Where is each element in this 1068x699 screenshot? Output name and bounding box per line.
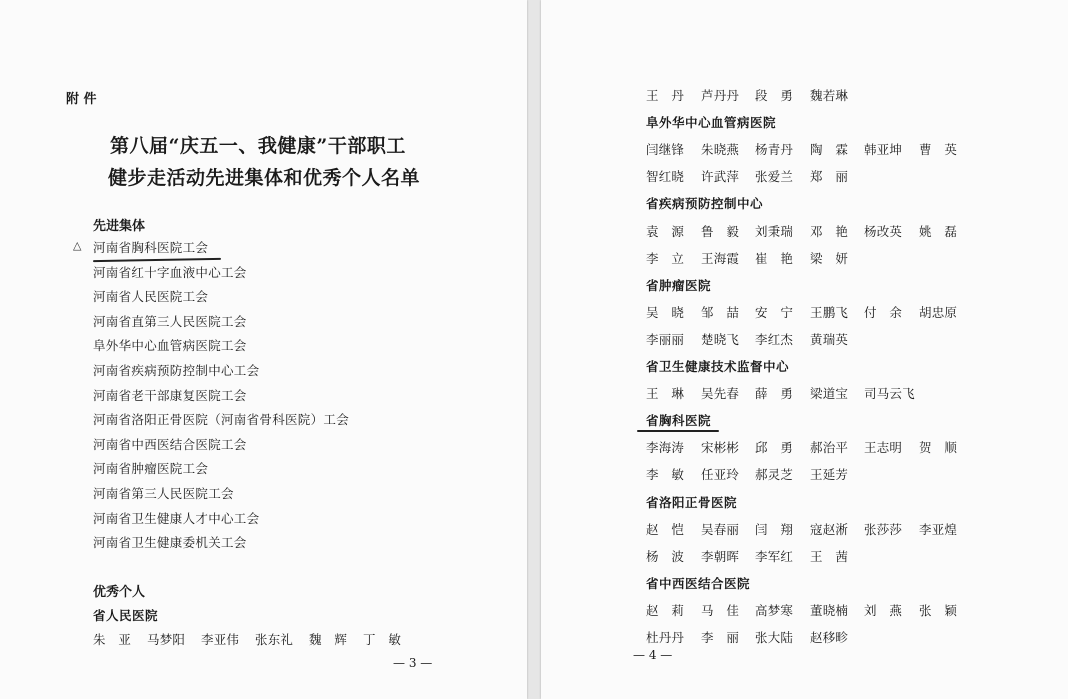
collective-item: 河南省人民医院工会 xyxy=(93,289,209,305)
page-number: — 3 — xyxy=(393,656,433,670)
org-heading: 省胸科医院 xyxy=(646,413,712,429)
person-name: 王志明 xyxy=(864,440,903,456)
collective-item: 河南省卫生健康人才中心工会 xyxy=(93,510,260,526)
person-name: 李海涛 xyxy=(646,440,685,456)
org-heading: 省卫生健康技术监督中心 xyxy=(646,359,790,374)
person-name: 安 宁 xyxy=(755,304,794,320)
person-name: 张 颖 xyxy=(919,602,958,618)
person-name: 杜丹丹 xyxy=(646,630,685,645)
person-name: 丁 敏 xyxy=(363,632,402,647)
person-name: 崔 艳 xyxy=(755,250,794,266)
person-name: 曹 英 xyxy=(919,142,958,158)
person-name: 张爱兰 xyxy=(755,169,794,185)
collective-item: 河南省胸科医院工会 xyxy=(93,240,209,255)
person-name: 黄瑞英 xyxy=(810,331,849,347)
collective-item: 河南省疾病预防控制中心工会 xyxy=(93,363,260,378)
collective-item: 河南省卫生健康委机关工会 xyxy=(93,535,247,551)
collective-item: 河南省直第三人民医院工会 xyxy=(93,313,247,329)
person-name: 赵 莉 xyxy=(646,602,685,618)
person-name: 段 勇 xyxy=(755,88,794,103)
org-heading: 省人民医院 xyxy=(93,608,159,623)
person-name: 李 立 xyxy=(646,250,685,266)
org-heading: 省肿瘤医院 xyxy=(646,277,712,293)
person-name: 闫 翔 xyxy=(755,521,794,537)
person-name: 赵 恺 xyxy=(646,521,685,537)
individual-heading: 优秀个人 xyxy=(93,585,146,600)
handwritten-underline xyxy=(637,430,719,432)
person-name: 郝灵芝 xyxy=(755,467,794,483)
person-name: 薛 勇 xyxy=(755,386,794,402)
person-name: 刘 燕 xyxy=(864,602,903,618)
org-heading: 省中西医结合医院 xyxy=(646,575,751,591)
person-name: 张莎莎 xyxy=(864,521,903,537)
person-name: 楚晓飞 xyxy=(701,331,740,347)
person-name: 李红杰 xyxy=(755,331,794,347)
person-name: 付 余 xyxy=(864,304,903,320)
person-name: 贺 顺 xyxy=(919,440,958,456)
person-name: 闫继锋 xyxy=(646,142,685,158)
person-name: 王 茜 xyxy=(810,548,849,564)
person-name: 李军红 xyxy=(755,548,794,564)
person-name: 邱 勇 xyxy=(755,440,794,456)
person-name: 刘秉瑞 xyxy=(755,223,794,239)
document-page-right xyxy=(541,0,1068,699)
person-name: 李丽丽 xyxy=(646,331,685,347)
collective-item: 河南省红十字血液中心工会 xyxy=(93,264,247,280)
person-name: 李亚伟 xyxy=(201,632,240,647)
person-name: 李亚煌 xyxy=(919,521,958,537)
person-name: 袁 源 xyxy=(646,223,685,239)
page-number: — 4 — xyxy=(633,648,673,662)
person-name: 魏若琳 xyxy=(810,88,849,103)
person-name: 寇赵淅 xyxy=(810,521,849,537)
person-name: 朱晓燕 xyxy=(701,142,740,158)
person-name: 王鹏飞 xyxy=(810,304,849,320)
person-name: 吴 晓 xyxy=(646,304,685,320)
attachment-label: 附 件 xyxy=(66,92,97,107)
person-name: 智红晓 xyxy=(646,169,685,185)
collective-item: 河南省第三人民医院工会 xyxy=(93,486,234,501)
person-name: 朱 亚 xyxy=(93,632,132,647)
person-name: 杨青丹 xyxy=(755,142,794,158)
collective-item: 河南省肿瘤医院工会 xyxy=(93,461,209,477)
org-heading: 阜外华中心血管病医院 xyxy=(646,115,777,131)
person-name: 许武萍 xyxy=(701,169,740,185)
collective-item: 河南省洛阳正骨医院（河南省骨科医院）工会 xyxy=(93,412,350,428)
person-name: 姚 磊 xyxy=(919,223,958,239)
person-name: 魏 辉 xyxy=(309,632,348,647)
person-name: 王延芳 xyxy=(810,467,849,483)
person-name: 郝治平 xyxy=(810,440,849,456)
collective-item: 河南省老干部康复医院工会 xyxy=(93,387,247,403)
handwritten-triangle-mark: △ xyxy=(73,239,82,252)
person-name: 杨 波 xyxy=(646,548,685,564)
collective-item: 阜外华中心血管病医院工会 xyxy=(93,338,247,354)
document-page-left xyxy=(0,0,527,699)
person-name: 陶 霖 xyxy=(810,142,849,158)
person-name: 马梦阳 xyxy=(147,632,186,647)
person-name: 王海霞 xyxy=(701,250,740,266)
person-name: 董晓楠 xyxy=(810,602,849,618)
person-name: 张大陆 xyxy=(755,630,794,645)
collective-item: 河南省中西医结合医院工会 xyxy=(93,436,247,452)
person-name: 宋彬彬 xyxy=(701,440,740,456)
person-name: 芦丹丹 xyxy=(701,88,740,103)
person-name: 马 佳 xyxy=(701,602,740,618)
person-name: 鲁 毅 xyxy=(701,223,740,239)
person-name: 李 丽 xyxy=(701,630,740,645)
person-name: 司马云飞 xyxy=(864,386,915,402)
person-name: 李 敏 xyxy=(646,467,685,483)
person-name: 王 琳 xyxy=(646,386,685,402)
person-name: 高梦寒 xyxy=(755,602,794,618)
person-name: 赵移畛 xyxy=(810,630,849,645)
person-name: 郑 丽 xyxy=(810,169,849,185)
person-name: 王 丹 xyxy=(646,88,685,103)
person-name: 邓 艳 xyxy=(810,223,849,239)
document-title-line-2: 健步走活动先进集体和优秀个人名单 xyxy=(108,167,421,189)
handwritten-underline xyxy=(93,258,221,262)
person-name: 杨改英 xyxy=(864,223,903,239)
person-name: 李朝晖 xyxy=(701,548,740,564)
person-name: 吴春丽 xyxy=(701,521,740,537)
person-name: 胡忠原 xyxy=(919,304,958,320)
person-name: 张东礼 xyxy=(255,632,294,647)
person-name: 韩亚坤 xyxy=(864,142,903,158)
document-title-line-1: 第八届“庆五一、我健康”干部职工 xyxy=(110,135,406,157)
person-name: 梁 妍 xyxy=(810,250,849,266)
person-name: 邹 喆 xyxy=(701,304,740,320)
org-heading: 省洛阳正骨医院 xyxy=(646,494,738,510)
org-heading: 省疾病预防控制中心 xyxy=(646,196,764,212)
person-name: 任亚玲 xyxy=(701,467,740,483)
person-name: 梁道宝 xyxy=(810,386,849,402)
collective-heading: 先进集体 xyxy=(93,219,146,234)
person-name: 吴先春 xyxy=(701,386,740,402)
